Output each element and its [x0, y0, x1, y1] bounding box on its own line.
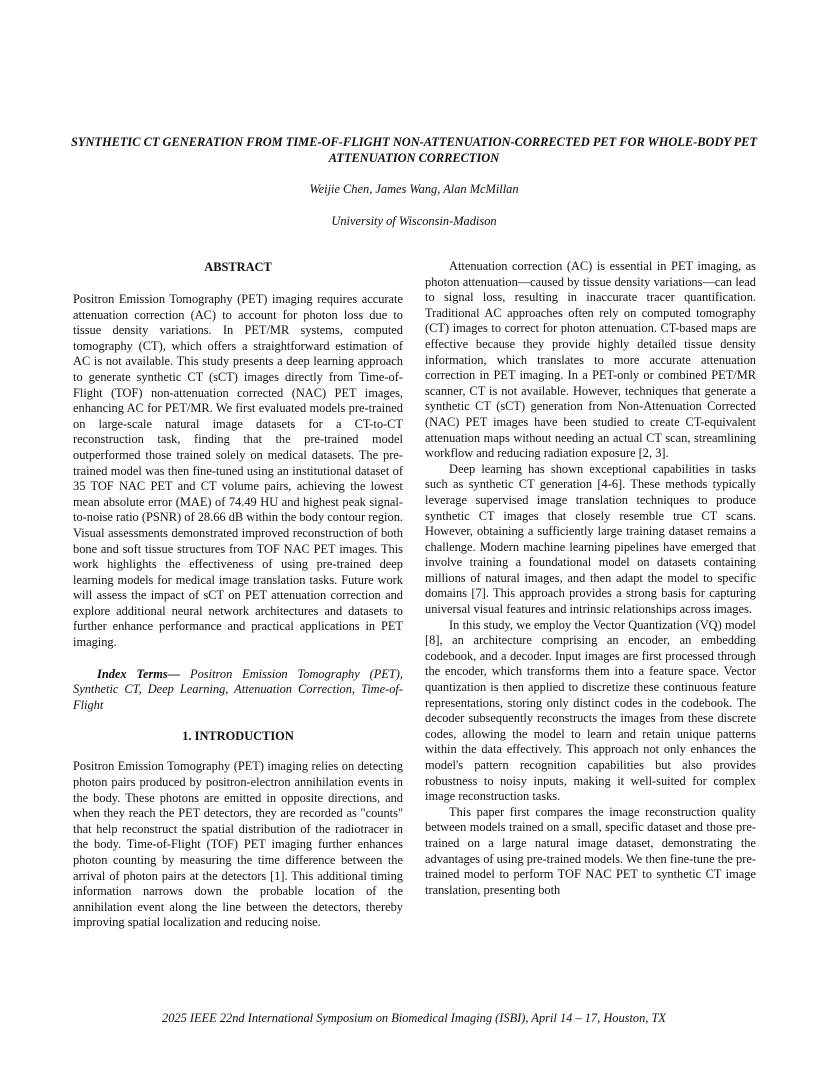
- paper-authors: Weijie Chen, James Wang, Alan McMillan: [309, 182, 519, 196]
- right-paragraph-3: In this study, we employ the Vector Quantization (VQ) model [8], an architecture comprising an encoder, an embedding codebook, and a decoder. Input images are first processed through the encoder, which transforms them into a feature space. Vector quantization is then applied to discretize these continuous feature representations, storing only distinct codes in the codebook. The decoder subsequently reconstructs the images from these discrete codes, allowing the model to learn and retain unique patterns within the data effectively. This approach not only enhances the model's pattern recognition capabilities but also provides robustness to noisy inputs, making it well-suited for complex image reconstruction tasks.: [425, 617, 756, 804]
- right-paragraph-4: This paper first compares the image reconstruction quality between models trained on a small, specific dataset and those pre-trained on a large natural image dataset, demonstrating the advantages of using pre-trained models. We then fine-tune the pre-trained model to perform TOF NAC PET to synthetic CT image translation, presenting both: [425, 804, 756, 897]
- paper-affiliation: University of Wisconsin-Madison: [331, 214, 497, 228]
- abstract-text: Positron Emission Tomography (PET) imaging requires accurate attenuation correction (AC) to account for photon loss due to tissue density variations. In PET/MR systems, computed tomography (CT), which offers a straightforward estimation of AC is not available. This study presents a deep learning approach to generate synthetic CT (sCT) images directly from Time-of-Flight (TOF) non-attenuation corrected (NAC) PET images, enhancing AC for PET/MR. We first evaluated models pre-trained on large-scale natural image datasets for a CT-to-CT reconstruction task, finding that the pre-trained model outperformed those trained solely on medical datasets. The pre-trained model was then fine-tuned using an institutional dataset of 35 TOF NAC PET and CT volume pairs, achieving the lowest mean absolute error (MAE) of 74.49 HU and highest peak signal-to-noise ratio (PSNR) of 28.66 dB within the body contour region. Visual assessments demonstrated improved reconstruction of both bone and soft tissue structures from TOF NAC PET images. This work highlights the effectiveness of using pre-trained deep learning models for medical image translation tasks. Future work will assess the impact of sCT on PET attenuation correction and explore additional neural network architectures and datasets to further enhance performance and practical applications in PET imaging.: [73, 292, 403, 650]
- abstract-heading: ABSTRACT: [204, 260, 272, 274]
- left-column: [73, 259, 403, 931]
- introduction-heading: 1. INTRODUCTION: [182, 729, 294, 744]
- right-paragraph-1: Attenuation correction (AC) is essential in PET imaging, as photon attenuation—caused by tissue density variations—can lead to signal loss, resulting in inaccurate tracer quantification. Traditional AC approaches often rely on computed tomography (CT) images to correct for photon attenuation. CT-based maps are effective because they provide highly detailed tissue density information, which translates to more accurate attenuation correction in PET imaging. In a PET-only or combined PET/MR scanner, CT is not available. However, techniques that generate a synthetic CT (sCT) generation from Non-Attenuation Corrected (NAC) PET images have been studied to create CT-equivalent attenuation maps without needing an actual CT scan, streamlining workflow and reducing radiation exposure [2, 3].: [425, 259, 756, 461]
- index-terms-text: Positron Emission Tomography (PET), Synthetic CT, Deep Learning, Attenuation Correction, Time-of-Flight: [73, 666, 403, 712]
- introduction-paragraph-1: Positron Emission Tomography (PET) imaging relies on detecting photon pairs produced by positron-electron annihilation events in the body. These photons are emitted in opposite directions, and when they reach the PET detectors, they are recorded as "counts" that help reconstruct the spatial distribution of the radiotracer in the body. Time-of-Flight (TOF) PET imaging further enhances photon counting by measuring the time difference between the arrival of photon pairs at the detectors [1]. This additional timing information narrows down the probable location of the annihilation event along the line between the detectors, thereby improving spatial localization and reducing noise.: [73, 759, 403, 930]
- paper-title: SYNTHETIC CT GENERATION FROM TIME-OF-FLIGHT NON-ATTENUATION-CORRECTED PET FOR WHOLE-BODY PET ATTENUATION CORRECTION: [70, 135, 758, 165]
- right-paragraph-2: Deep learning has shown exceptional capabilities in tasks such as synthetic CT generation [4-6]. These methods typically leverage supervised image translation techniques to produce synthetic CT images that closely resemble true CT scans. However, obtaining a sufficiently large training dataset remains a challenge. Modern machine learning pipelines have emerged that involve training a foundational model on datasets containing millions of natural images, and then adapt the model to specific domains [7]. This approach provides a strong basis for capturing universal visual features and intrinsic relationships across images.: [425, 461, 756, 617]
- index-terms-label: Index Terms—: [97, 666, 181, 681]
- right-column: [425, 259, 756, 898]
- conference-footer: 2025 IEEE 22nd International Symposium on Biomedical Imaging (ISBI), April 14 – 17, Houston, TX: [162, 1011, 666, 1025]
- index-terms: [73, 667, 403, 714]
